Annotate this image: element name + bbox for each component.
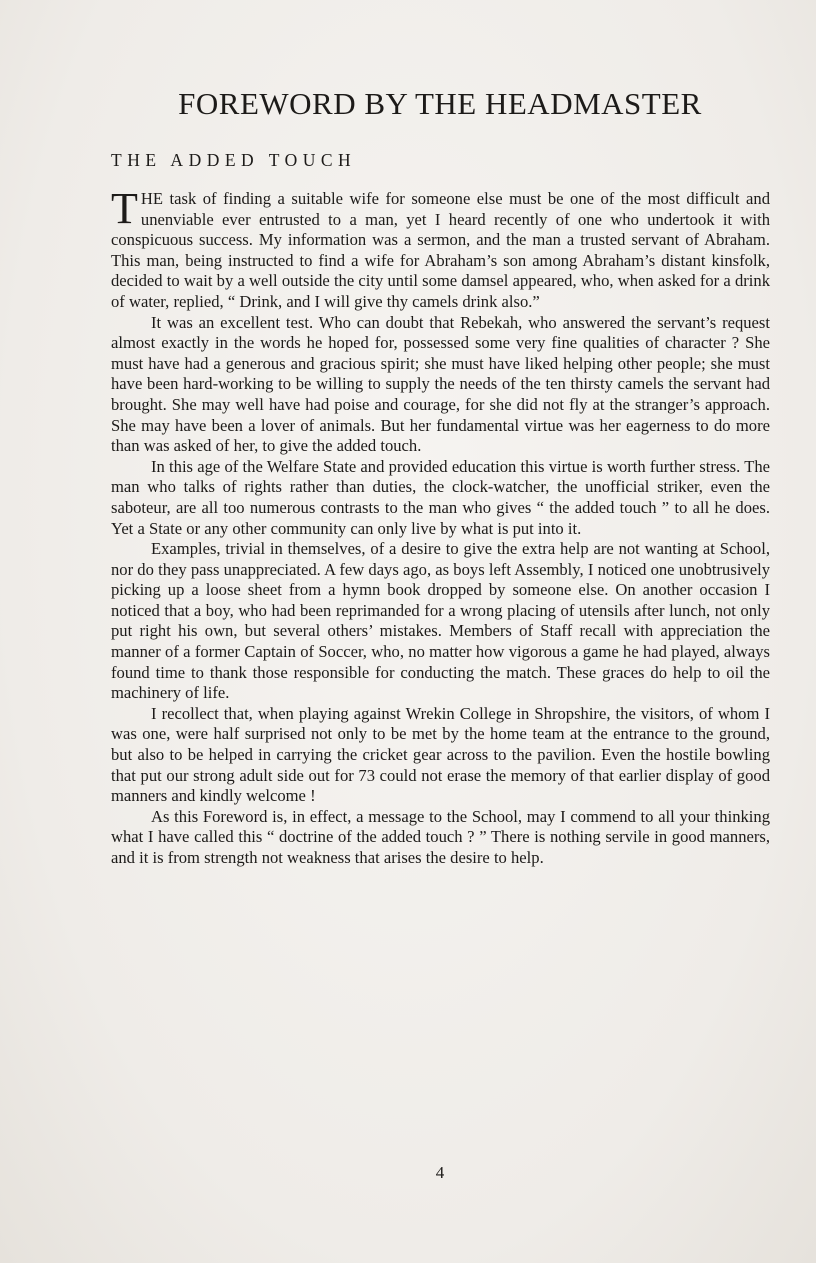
drop-cap: T — [111, 184, 138, 233]
page-title: FOREWORD BY THE HEADMASTER — [178, 86, 702, 121]
paragraph-6: As this Foreword is, in effect, a message to the School, may I commend to all your thinking what I have called this “ doctrine of the added touch ? ” There is nothing servile in good manners, and it is from strength not weakness that arises the desire to help. — [111, 806, 770, 867]
paragraph-3: In this age of the Welfare State and provided education this virtue is worth further stress. The man who talks of rights rather than duties, the clock-watcher, the unofficial striker, even the saboteur, are all too numerous contrasts to the man who gives “ the added touch ” to all he does. Yet a State or any other community can only live by what is put into it. — [111, 456, 770, 538]
paragraph-1 — [111, 184, 770, 313]
page-number: 4 — [435, 1163, 445, 1182]
paragraph-4: Examples, trivial in themselves, of a desire to give the extra help are not wanting at School, nor do they pass unappreciated. A few days ago, as boys left Assembly, I noticed one unobtrusively picking up a loose sheet from a hymn book dropped by someone else. On another occasion I noticed that a boy, who had been reprimanded for a wrong placing of utensils after lunch, not only put right his own, but several others’ mistakes. Members of Staff recall with appreciation the manner of a former Captain of Soccer, who, no matter how vigorous a game he had played, always found time to thank those responsible for conducting the match. These graces do help to oil the machinery of life. — [111, 539, 770, 703]
body-text — [111, 184, 770, 869]
section-subtitle: THE ADDED TOUCH — [111, 150, 357, 170]
paragraph-5: I recollect that, when playing against Wrekin College in Shropshire, the visitors, of whom I was one, were half surprised not only to be met by the home team at the entrance to the ground, but also to be helped in carrying the cricket gear across to the pavilion. Even the hostile bowling that put our strong adult side out for 73 could not erase the memory of that earlier display of good manners and kindly welcome ! — [111, 703, 770, 806]
paragraph-2: It was an excellent test. Who can doubt that Rebekah, who answered the servant’s request almost exactly in the words he hoped for, possessed some very fine qualities of character ? She must have had a generous and gracious spirit; she must have liked helping other people; she must have been hard-working to be willing to supply the needs of the ten thirsty camels the servant had brought. She may well have had poise and courage, for she did not fly at the stranger’s approach. She may have been a lover of animals. But her fundamental virtue was her eagerness to do more than was asked of her, to give the added touch. — [111, 312, 770, 456]
paragraph-text: HE task of finding a suitable wife for someone else must be one of the most difficult and unenviable ever entrusted to a man, yet I heard recently of one who undertook it with conspicuous success. My information was a sermon, and the man a trusted servant of Abraham. This man, being instructed to find a wife for Abraham’s son among Abraham’s distant kinsfolk, decided to wait by a well outside the city until some damsel appeared, who, when asked for a drink of water, replied, “ Drink, and I will give thy camels drink also.” — [111, 189, 770, 311]
